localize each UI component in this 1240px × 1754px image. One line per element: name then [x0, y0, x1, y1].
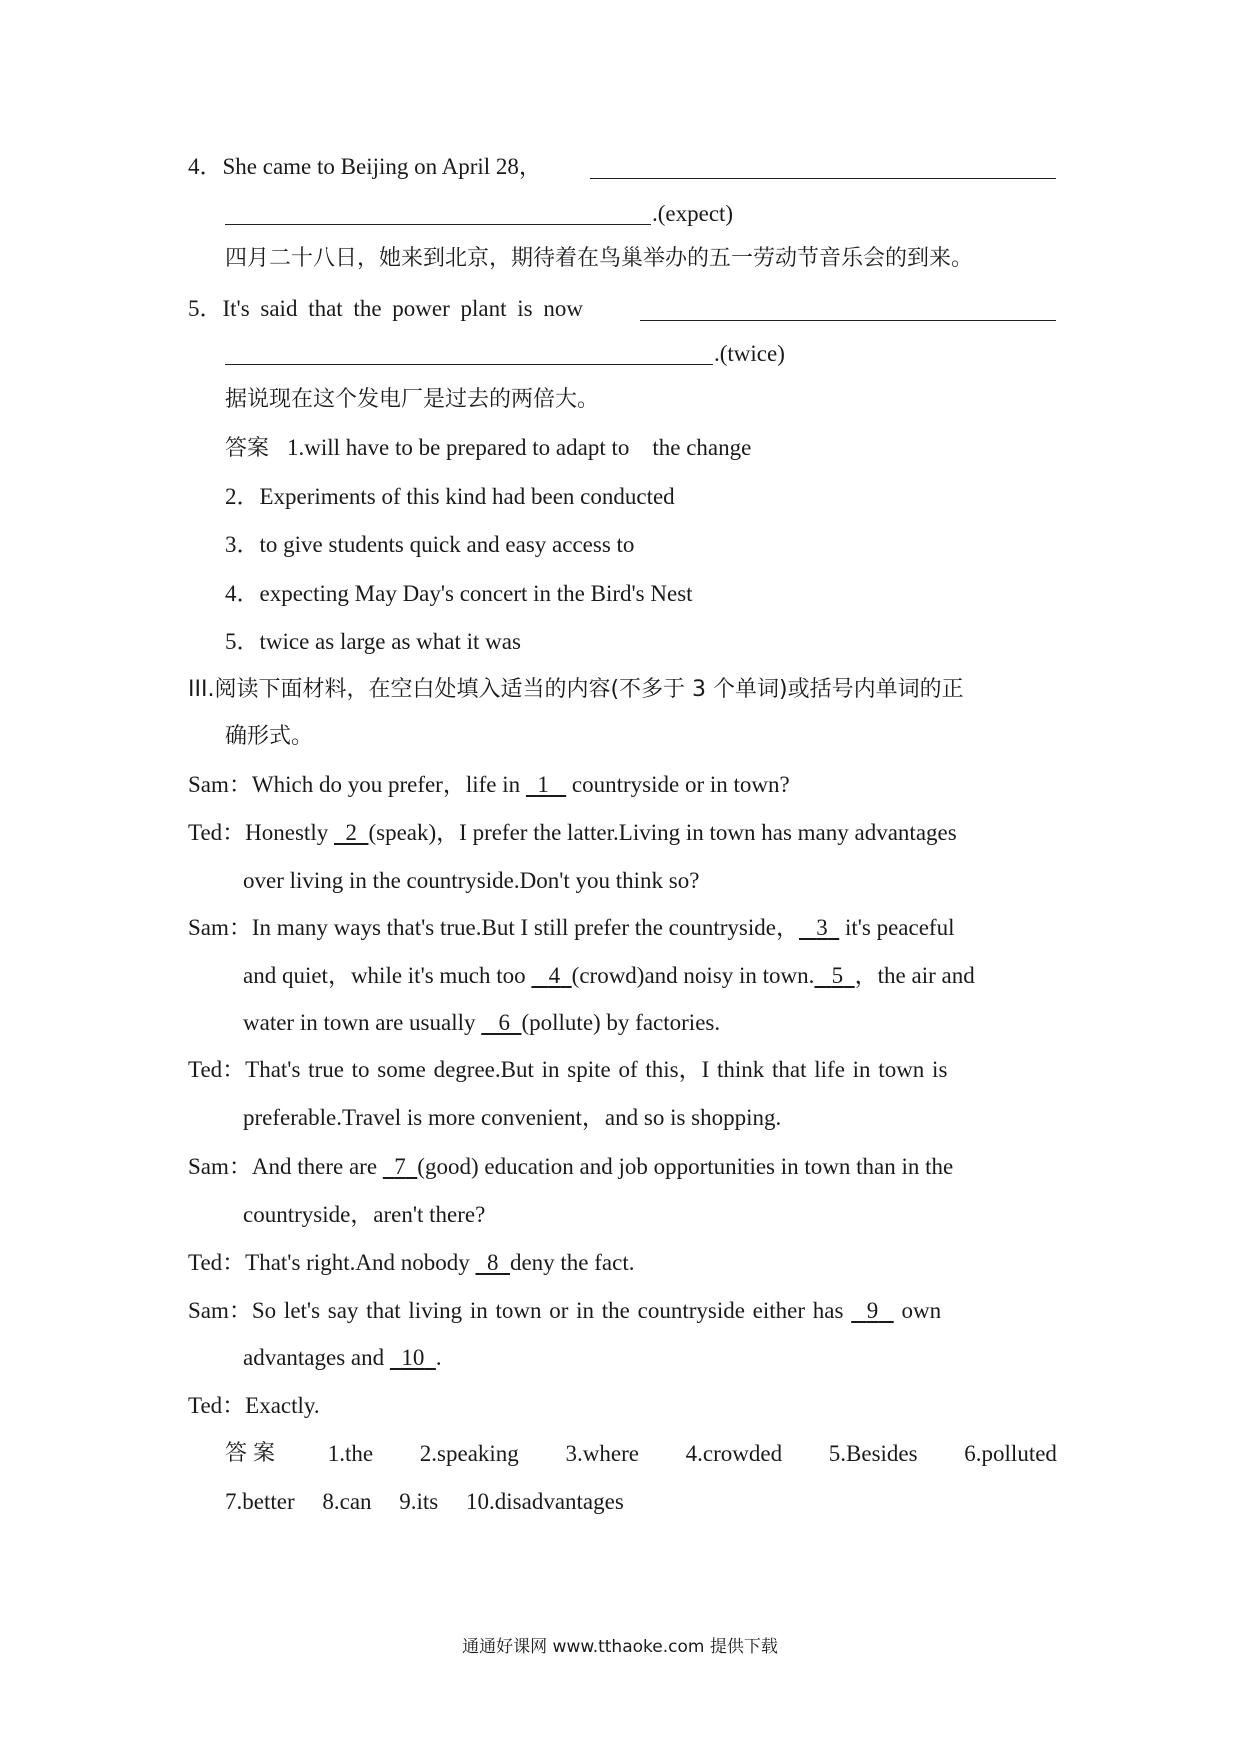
blank-number: 9: [866, 1298, 879, 1323]
blank-number: 2: [345, 820, 357, 845]
speaker-label: Ted：: [188, 820, 246, 845]
q5-chinese: 据说现在这个发电厂是过去的两倍大。: [225, 387, 600, 412]
speaker-label: Sam：: [188, 1298, 252, 1323]
dialogue-sam-4: [188, 1296, 941, 1326]
q5-number: 5．: [188, 296, 223, 321]
blank-number: 6: [498, 1010, 510, 1035]
blank-number: 10: [401, 1345, 425, 1370]
blank-number: 7: [394, 1154, 406, 1179]
dialogue-sam-3-line2: countryside，aren't there?: [243, 1202, 486, 1227]
dialogue-text: That's right.And nobody: [245, 1250, 476, 1275]
dialogue-text: In many ways that's true.But I still prefer the countryside，: [251, 915, 799, 940]
dialogue-text: countryside or in town?: [566, 772, 790, 797]
dialogue-text: So let's say that living in town or in the countryside either has: [251, 1298, 852, 1323]
dialogue-ted-2-line2: preferable.Travel is more convenient，and so is shopping.: [243, 1105, 782, 1130]
blank-number: 1: [537, 772, 549, 797]
blank-number: 8: [486, 1250, 499, 1275]
dialogue-ted-1-line2: over living in the countryside.Don't you think so?: [243, 868, 700, 893]
blank-4[interactable]: [531, 963, 571, 988]
dialogue-text: (speak)，I prefer the latter.Living in town has many advantages: [368, 820, 957, 845]
speaker-label: Sam：: [188, 1154, 252, 1179]
answers-label: 答案: [225, 436, 270, 461]
dialogue-ted-3: [188, 1248, 634, 1278]
answer-item-1: 1.will have to be prepared to adapt to the change: [287, 435, 752, 460]
blank-3[interactable]: [799, 915, 839, 940]
page-footer: 通通好课网 www.tthaoke.com 提供下载: [462, 1637, 778, 1657]
q5-hint: .(twice): [714, 341, 785, 366]
answers2-row2: [225, 1487, 624, 1517]
blank-8[interactable]: [475, 1250, 510, 1275]
blank-2[interactable]: [334, 820, 369, 845]
dialogue-sam-2-line3: [243, 1008, 720, 1038]
dialogue-text: advantages and: [243, 1345, 390, 1370]
answer2-item: 10.disadvantages: [466, 1489, 624, 1514]
speaker-label: Ted：: [188, 1393, 246, 1418]
q4-prefix: She came to Beijing on April 28，: [222, 154, 542, 179]
q5-line1: [188, 294, 583, 324]
speaker-label: Ted：: [188, 1057, 246, 1082]
dialogue-text: ，the air and: [854, 963, 975, 988]
blank-10[interactable]: [390, 1345, 436, 1370]
answer2-item: 9.its: [399, 1489, 439, 1514]
dialogue-text: Honestly: [245, 820, 334, 845]
q5-prefix: It's said that the power plant is now: [222, 296, 583, 321]
section3-heading-line2: 确形式。: [225, 724, 314, 749]
dialogue-text: (crowd)and noisy in town.: [571, 963, 815, 988]
dialogue-text: Which do you prefer，life in: [251, 772, 526, 797]
dialogue-text: .: [435, 1345, 442, 1370]
blank-6[interactable]: [481, 1010, 521, 1035]
q4-number: 4．: [188, 154, 223, 179]
answer2-item: 3.where: [565, 1441, 639, 1466]
dialogue-sam-3: [188, 1152, 953, 1182]
answers-line1: [225, 433, 751, 464]
dialogue-sam-2-line2: [243, 961, 975, 991]
q5-blank-2[interactable]: [225, 342, 713, 365]
dialogue-text: own: [893, 1298, 942, 1323]
answer-item-5: 5．twice as large as what it was: [225, 629, 521, 654]
blank-5[interactable]: [814, 963, 854, 988]
dialogue-ted-4: [188, 1391, 320, 1421]
dialogue-text: water in town are usually: [243, 1010, 482, 1035]
answer2-item: 1.the: [327, 1441, 374, 1466]
answer2-item: 6.polluted: [964, 1441, 1057, 1466]
blank-9[interactable]: [851, 1298, 894, 1323]
blank-7[interactable]: [383, 1154, 418, 1179]
speaker-label: Sam：: [188, 915, 252, 940]
dialogue-text: That's true to some degree.But in spite of this，I think that life in town is: [245, 1057, 948, 1082]
answers2-row1: [225, 1439, 1057, 1469]
q4-chinese: 四月二十八日，她来到北京，期待着在鸟巢举办的五一劳动节音乐会的到来。: [225, 246, 974, 271]
q4-hint: .(expect): [652, 201, 734, 226]
answers2-label: 答案: [225, 1441, 282, 1466]
answer2-item: 4.crowded: [685, 1441, 783, 1466]
answer2-item: 2.speaking: [419, 1441, 519, 1466]
blank-number: 5: [831, 963, 844, 988]
answer-item-3: 3．to give students quick and easy access to: [225, 532, 635, 557]
answer-item-2: 2．Experiments of this kind had been conducted: [225, 484, 675, 509]
answer2-item: 5.Besides: [828, 1441, 918, 1466]
dialogue-text: it's peaceful: [839, 915, 955, 940]
answer2-item: 7.better: [225, 1489, 295, 1514]
dialogue-text: (good) education and job opportunities in town than in the: [417, 1154, 954, 1179]
answer-item-4: 4．expecting May Day's concert in the Bird's Nest: [225, 581, 693, 606]
dialogue-ted-2: [188, 1055, 947, 1085]
dialogue-text: and quiet，while it's much too: [243, 963, 532, 988]
dialogue-ted-1: [188, 818, 957, 848]
dialogue-text: Exactly.: [245, 1393, 320, 1418]
dialogue-text: And there are: [251, 1154, 383, 1179]
blank-1[interactable]: [526, 772, 566, 797]
dialogue-sam-1: [188, 770, 790, 800]
q4-blank-1[interactable]: [590, 156, 1056, 179]
q4-line1: [188, 152, 542, 182]
answer2-item: 8.can: [322, 1489, 372, 1514]
blank-number: 4: [548, 963, 561, 988]
speaker-label: Sam：: [188, 772, 252, 797]
dialogue-sam-4-line2: [243, 1343, 442, 1373]
q4-blank-2[interactable]: [225, 202, 651, 225]
dialogue-sam-2: [188, 913, 954, 943]
dialogue-text: (pollute) by factories.: [521, 1010, 721, 1035]
section3-heading-line1: III.阅读下面材料，在空白处填入适当的内容(不多于 3 个单词)或括号内单词的正: [188, 677, 964, 702]
blank-number: 3: [816, 915, 828, 940]
dialogue-text: deny the fact.: [509, 1250, 635, 1275]
q5-blank-1[interactable]: [640, 298, 1056, 321]
speaker-label: Ted：: [188, 1250, 246, 1275]
